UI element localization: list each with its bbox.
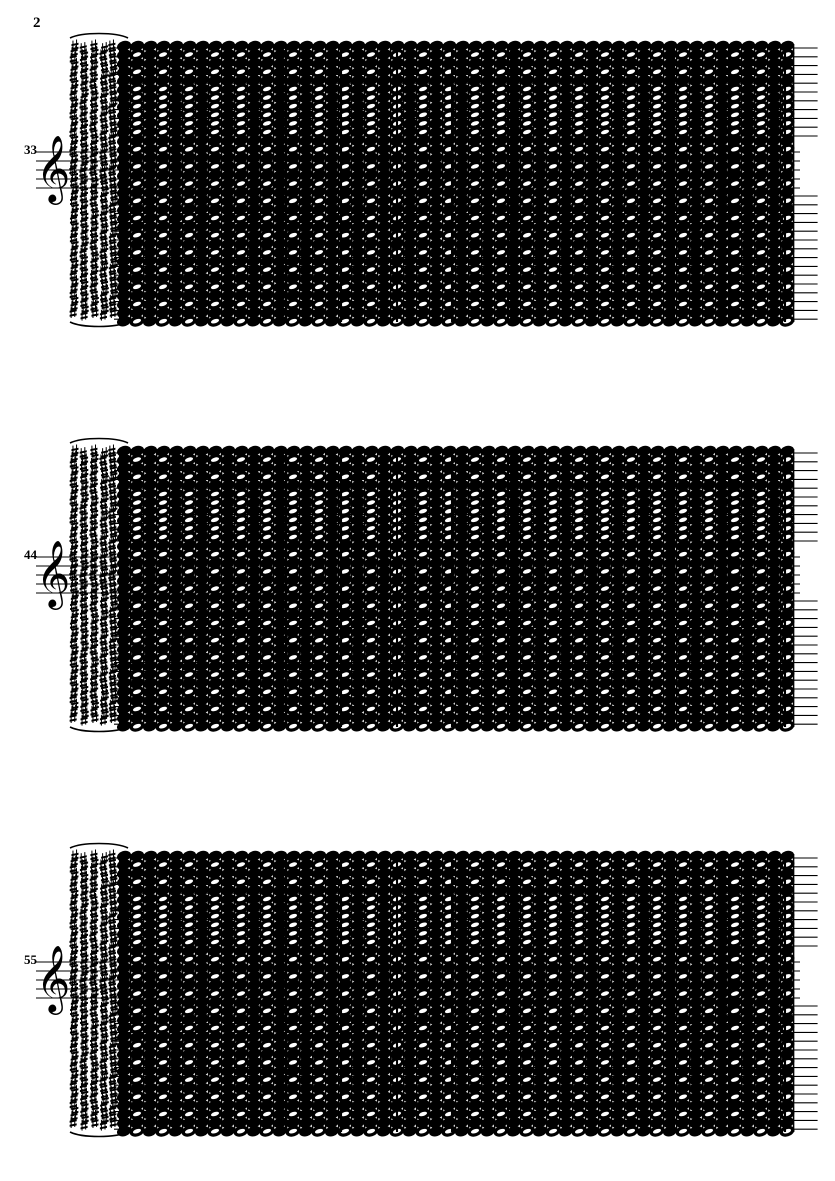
system-1-notation	[0, 30, 835, 330]
treble-clef-icon: 𝄞	[36, 539, 71, 607]
treble-clef-icon: 𝄞	[36, 944, 71, 1012]
measure-number-system-1: 33	[24, 142, 37, 157]
measure-number-system-3: 55	[24, 952, 37, 967]
system-2	[0, 435, 835, 735]
treble-clef-icon: 𝄞	[36, 134, 71, 202]
system-1	[0, 30, 835, 330]
system-3	[0, 840, 835, 1140]
measure-number-system-2: 44	[24, 547, 37, 562]
system-2-notation	[0, 435, 835, 735]
page-number: 2	[33, 15, 41, 31]
system-3-notation	[0, 840, 835, 1140]
